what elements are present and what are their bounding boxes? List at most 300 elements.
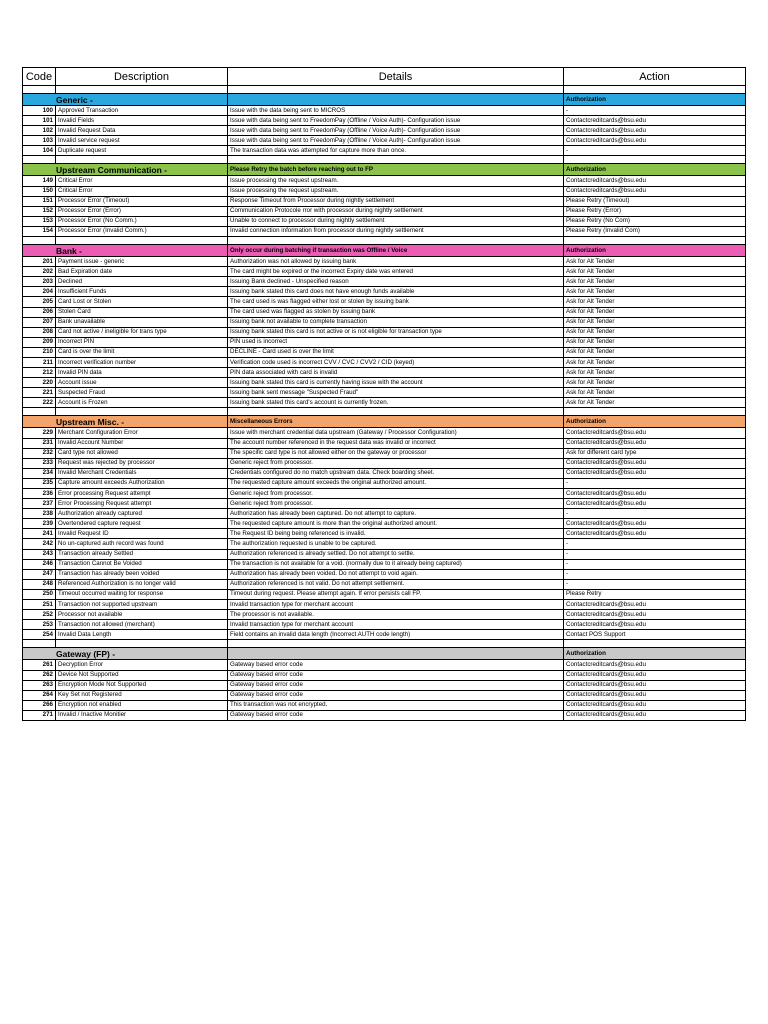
spacer-cell <box>564 408 746 416</box>
cell-code: 212 <box>23 368 56 378</box>
section-title: Generic - <box>23 94 228 106</box>
cell-description: Invalid Account Number <box>56 438 228 448</box>
spacer-row <box>23 408 746 416</box>
cell-details: Issue with merchant credential data upstream (Gateway / Processor Configuration) <box>228 428 564 438</box>
cell-code: 221 <box>23 388 56 398</box>
cell-code: 237 <box>23 499 56 509</box>
cell-details: The card might be expired or the incorrect Expiry date was entered <box>228 267 564 277</box>
cell-description: Critical Error <box>56 176 228 186</box>
cell-details: Issuing bank sent message "Suspected Fraud" <box>228 388 564 398</box>
table-body <box>23 86 746 721</box>
cell-details: The authorization requested is unable to be captured. <box>228 539 564 549</box>
table-row <box>23 529 746 539</box>
table-row <box>23 448 746 458</box>
cell-details: Response Timeout from Processor during nightly settlement <box>228 196 564 206</box>
cell-details: Communication Protocole rror with processor during nightly settlement <box>228 206 564 216</box>
table-row <box>23 257 746 267</box>
cell-details: Authorization was not allowed by issuing bank <box>228 257 564 267</box>
cell-code: 104 <box>23 146 56 156</box>
cell-action: Ask for Alt Tender <box>564 287 746 297</box>
header-details: Details <box>228 68 564 86</box>
cell-code: 202 <box>23 267 56 277</box>
cell-action: - <box>564 106 746 116</box>
cell-code: 203 <box>23 277 56 287</box>
spacer-cell <box>56 86 228 94</box>
cell-description: Incorrect PIN <box>56 337 228 347</box>
cell-description: Bank unavailable <box>56 317 228 327</box>
table-row <box>23 327 746 337</box>
spacer-cell <box>228 86 564 94</box>
cell-details: The Request ID being being referenced is invalid. <box>228 529 564 539</box>
cell-code: 262 <box>23 670 56 680</box>
table-row <box>23 368 746 378</box>
cell-action: Ask for Alt Tender <box>564 307 746 317</box>
table-row <box>23 468 746 478</box>
cell-description: Invalid PIN data <box>56 368 228 378</box>
table-row <box>23 690 746 700</box>
cell-description: Stolen Card <box>56 307 228 317</box>
cell-details: This transaction was not encrypted. <box>228 700 564 710</box>
table-row <box>23 398 746 408</box>
cell-action: - <box>564 478 746 488</box>
table-row <box>23 277 746 287</box>
cell-description: Processor not available <box>56 610 228 620</box>
cell-action: Ask for Alt Tender <box>564 398 746 408</box>
cell-action: Contactcreditcards@bsu.edu <box>564 136 746 146</box>
spacer-row <box>23 237 746 245</box>
section-subtitle: Please Retry the batch before reaching out to FP <box>228 164 564 176</box>
table-row <box>23 620 746 630</box>
spacer-cell <box>23 408 56 416</box>
spacer-cell <box>23 237 56 245</box>
table-row <box>23 176 746 186</box>
cell-code: 201 <box>23 257 56 267</box>
cell-action: Contactcreditcards@bsu.edu <box>564 458 746 468</box>
table-row <box>23 499 746 509</box>
cell-details: Credentials configured do no match upstream data. Check boarding sheet. <box>228 468 564 478</box>
header-row <box>23 68 746 86</box>
cell-details: Issuing bank stated this card is not active or is not eligible for transaction type <box>228 327 564 337</box>
header-description: Description <box>56 68 228 86</box>
cell-action: Contactcreditcards@bsu.edu <box>564 660 746 670</box>
cell-action: Contactcreditcards@bsu.edu <box>564 428 746 438</box>
table-row <box>23 610 746 620</box>
table-row <box>23 126 746 136</box>
cell-action: Contactcreditcards@bsu.edu <box>564 116 746 126</box>
cell-action: Ask for Alt Tender <box>564 267 746 277</box>
table-row <box>23 347 746 357</box>
cell-action: Contactcreditcards@bsu.edu <box>564 610 746 620</box>
table-row <box>23 589 746 599</box>
cell-action: Ask for Alt Tender <box>564 277 746 287</box>
cell-code: 254 <box>23 630 56 640</box>
cell-details: Gateway based error code <box>228 660 564 670</box>
section-title: Bank - <box>23 245 228 257</box>
cell-code: 102 <box>23 126 56 136</box>
section-title: Upstream Communication - <box>23 164 228 176</box>
table-row <box>23 297 746 307</box>
cell-code: 252 <box>23 610 56 620</box>
cell-action: Contactcreditcards@bsu.edu <box>564 690 746 700</box>
cell-action: Ask for Alt Tender <box>564 257 746 267</box>
section-subtitle: Only occur during batching if transaction was Offline / Voice <box>228 245 564 257</box>
cell-details: Invalid connection information from processor during nightly settlement <box>228 226 564 236</box>
table-row <box>23 428 746 438</box>
cell-code: 208 <box>23 327 56 337</box>
section-action: Authorization <box>564 94 746 106</box>
cell-description: Transaction not supported upstream <box>56 600 228 610</box>
cell-action: - <box>564 146 746 156</box>
cell-description: Incorrect verification number <box>56 357 228 367</box>
cell-code: 103 <box>23 136 56 146</box>
cell-action: Contactcreditcards@bsu.edu <box>564 670 746 680</box>
cell-action: Contactcreditcards@bsu.edu <box>564 126 746 136</box>
table-row <box>23 116 746 126</box>
cell-description: Invalid Request Data <box>56 126 228 136</box>
cell-description: Request was rejected by processor <box>56 458 228 468</box>
cell-description: Transaction has already been voided <box>56 569 228 579</box>
cell-code: 229 <box>23 428 56 438</box>
cell-description: Error Processing Request attempt <box>56 499 228 509</box>
cell-code: 248 <box>23 579 56 589</box>
cell-description: Card is over the limit <box>56 347 228 357</box>
cell-details: The transaction data was attempted for capture more than once. <box>228 146 564 156</box>
table-row <box>23 569 746 579</box>
cell-details: The transaction is not available for a void. (normally due to it already being captured) <box>228 559 564 569</box>
cell-code: 251 <box>23 600 56 610</box>
cell-action: Contactcreditcards@bsu.edu <box>564 620 746 630</box>
cell-details: Authorization has already been captured. Do not attempt to capture. <box>228 509 564 519</box>
cell-description: Encryption not enabled <box>56 700 228 710</box>
cell-details: Issue with data being sent to FreedomPay (Offline / Voice Auth)- Configuration issue <box>228 116 564 126</box>
cell-action: Contactcreditcards@bsu.edu <box>564 438 746 448</box>
cell-action: Ask for Alt Tender <box>564 317 746 327</box>
table-row <box>23 509 746 519</box>
spacer-cell <box>23 640 56 648</box>
cell-details: The requested capture amount exceeds the original authorized amount. <box>228 478 564 488</box>
cell-code: 152 <box>23 206 56 216</box>
table-row <box>23 680 746 690</box>
cell-details: Issue with data being sent to FreedomPay (Offline / Voice Auth)- Configuration issue <box>228 126 564 136</box>
cell-details: Authorization referenced is not valid. Do not attempt settlement. <box>228 579 564 589</box>
cell-details: Timeout during request. Please attempt again. If error persists call FP. <box>228 589 564 599</box>
table-row <box>23 196 746 206</box>
cell-code: 210 <box>23 347 56 357</box>
cell-description: Bad Expiration date <box>56 267 228 277</box>
cell-action: Please Retry (Timeout) <box>564 196 746 206</box>
table-row <box>23 216 746 226</box>
cell-code: 236 <box>23 489 56 499</box>
cell-description: Account issue <box>56 378 228 388</box>
section-title: Gateway (FP) - <box>23 648 228 660</box>
table-row <box>23 549 746 559</box>
cell-action: Please Retry (Invalid Com) <box>564 226 746 236</box>
spacer-row <box>23 640 746 648</box>
cell-action: Contactcreditcards@bsu.edu <box>564 468 746 478</box>
table-row <box>23 106 746 116</box>
cell-description: Duplicate request <box>56 146 228 156</box>
table-row <box>23 700 746 710</box>
cell-details: Field contains an invalid data length (Incorrect AUTH code length) <box>228 630 564 640</box>
table-row <box>23 136 746 146</box>
table-row <box>23 539 746 549</box>
cell-action: Ask for Alt Tender <box>564 368 746 378</box>
table-row <box>23 458 746 468</box>
cell-description: Account is Frozen <box>56 398 228 408</box>
cell-description: Encryption Mode Not Supported <box>56 680 228 690</box>
section-subtitle: Miscellaneous Errors <box>228 416 564 428</box>
cell-code: 153 <box>23 216 56 226</box>
cell-action: Contactcreditcards@bsu.edu <box>564 700 746 710</box>
cell-description: Invalid Merchant Credentials <box>56 468 228 478</box>
cell-code: 266 <box>23 700 56 710</box>
section-action: Authorization <box>564 416 746 428</box>
cell-code: 239 <box>23 519 56 529</box>
cell-action: Contact POS Support <box>564 630 746 640</box>
cell-description: Device Not Supported <box>56 670 228 680</box>
cell-code: 206 <box>23 307 56 317</box>
spacer-cell <box>564 156 746 164</box>
cell-description: Referenced Authorization is no longer valid <box>56 579 228 589</box>
cell-details: Issuing Bank declined - Unspecified reason <box>228 277 564 287</box>
cell-details: The card used was flagged as stolen by issuing bank <box>228 307 564 317</box>
table-row <box>23 438 746 448</box>
cell-action: Ask for different card type <box>564 448 746 458</box>
table-row <box>23 660 746 670</box>
cell-code: 204 <box>23 287 56 297</box>
table-row <box>23 630 746 640</box>
cell-action: Ask for Alt Tender <box>564 327 746 337</box>
spacer-cell <box>56 408 228 416</box>
table-row <box>23 287 746 297</box>
cell-description: Merchant Configuration Error <box>56 428 228 438</box>
cell-details: Generic reject from processor. <box>228 499 564 509</box>
cell-details: Authorization referenced is already settled. Do not attempt to settle. <box>228 549 564 559</box>
section-subtitle <box>228 648 564 660</box>
cell-details: The card used is was flagged either lost or stolen by issuing bank <box>228 297 564 307</box>
cell-details: Gateway based error code <box>228 710 564 720</box>
cell-details: Gateway based error code <box>228 670 564 680</box>
spacer-cell <box>23 156 56 164</box>
spacer-cell <box>56 237 228 245</box>
spacer-cell <box>56 640 228 648</box>
header-code: Code <box>23 68 56 86</box>
cell-code: 233 <box>23 458 56 468</box>
cell-details: The processor is not available. <box>228 610 564 620</box>
spacer-cell <box>228 640 564 648</box>
table-row <box>23 206 746 216</box>
section-header-gateway <box>23 648 746 660</box>
table-row <box>23 146 746 156</box>
cell-description: Invalid Fields <box>56 116 228 126</box>
header-action: Action <box>564 68 746 86</box>
cell-description: Transaction Cannot Be Voided <box>56 559 228 569</box>
cell-description: Suspected Fraud <box>56 388 228 398</box>
cell-code: 101 <box>23 116 56 126</box>
cell-description: Declined <box>56 277 228 287</box>
cell-details: Issue processing the request upstream. <box>228 186 564 196</box>
cell-description: Invalid / Inactive Monitier <box>56 710 228 720</box>
cell-details: The requested capture amount is more than the original authorized amount. <box>228 519 564 529</box>
cell-description: Authorization already captured <box>56 509 228 519</box>
table-row <box>23 489 746 499</box>
cell-action: Please Retry (No Com) <box>564 216 746 226</box>
spacer-cell <box>228 156 564 164</box>
section-header-generic <box>23 94 746 106</box>
cell-details: The specific card type is not allowed either on the gateway or processor <box>228 448 564 458</box>
cell-code: 242 <box>23 539 56 549</box>
cell-code: 261 <box>23 660 56 670</box>
cell-description: Insufficient Funds <box>56 287 228 297</box>
cell-description: Capture amount exceeds Authorization <box>56 478 228 488</box>
cell-description: Processor Error (Error) <box>56 206 228 216</box>
cell-code: 154 <box>23 226 56 236</box>
cell-code: 232 <box>23 448 56 458</box>
cell-description: Processor Error (No Comm.) <box>56 216 228 226</box>
cell-description: Processor Error (Invalid Comm.) <box>56 226 228 236</box>
table-row <box>23 559 746 569</box>
spacer-cell <box>23 86 56 94</box>
section-title: Upstream Misc. - <box>23 416 228 428</box>
cell-code: 211 <box>23 357 56 367</box>
cell-code: 253 <box>23 620 56 630</box>
table-row <box>23 226 746 236</box>
cell-action: Ask for Alt Tender <box>564 337 746 347</box>
table-row <box>23 186 746 196</box>
cell-details: Issuing bank stated this card's account is currently frozen. <box>228 398 564 408</box>
cell-details: Issuing bank not available to complete transaction <box>228 317 564 327</box>
cell-details: Issue with the data being sent to MICROS <box>228 106 564 116</box>
cell-details: Authorization has already been voided. Do not attempt to void again. <box>228 569 564 579</box>
cell-description: Invalid service request <box>56 136 228 146</box>
cell-action: - <box>564 539 746 549</box>
cell-code: 209 <box>23 337 56 347</box>
cell-description: Transaction already Settled <box>56 549 228 559</box>
cell-code: 271 <box>23 710 56 720</box>
cell-description: Overtendered capture request <box>56 519 228 529</box>
cell-details: Issuing bank stated this card does not have enough funds available <box>228 287 564 297</box>
cell-action: Ask for Alt Tender <box>564 347 746 357</box>
cell-description: Invalid Data Length <box>56 630 228 640</box>
cell-action: Ask for Alt Tender <box>564 378 746 388</box>
cell-action: Contactcreditcards@bsu.edu <box>564 489 746 499</box>
cell-details: PIN data associated with card is invalid <box>228 368 564 378</box>
spacer-cell <box>228 237 564 245</box>
cell-code: 247 <box>23 569 56 579</box>
section-action: Authorization <box>564 245 746 257</box>
cell-action: - <box>564 559 746 569</box>
section-header-bank <box>23 245 746 257</box>
cell-details: Verification code used is incorrect CVV / CVC / CVV2 / CID (keyed) <box>228 357 564 367</box>
cell-code: 263 <box>23 680 56 690</box>
cell-details: Generic reject from processor. <box>228 489 564 499</box>
cell-details: Generic reject from processor. <box>228 458 564 468</box>
cell-action: - <box>564 509 746 519</box>
cell-code: 264 <box>23 690 56 700</box>
table-row <box>23 357 746 367</box>
table-row <box>23 670 746 680</box>
table-row <box>23 337 746 347</box>
cell-action: Please Retry <box>564 589 746 599</box>
cell-code: 151 <box>23 196 56 206</box>
cell-description: Approved Transaction <box>56 106 228 116</box>
cell-details: Invalid transaction type for merchant account <box>228 620 564 630</box>
cell-code: 231 <box>23 438 56 448</box>
cell-code: 235 <box>23 478 56 488</box>
cell-action: Ask for Alt Tender <box>564 388 746 398</box>
cell-action: Contactcreditcards@bsu.edu <box>564 680 746 690</box>
table-row <box>23 267 746 277</box>
cell-description: Card not active / ineligible for trans type <box>56 327 228 337</box>
cell-description: Critical Error <box>56 186 228 196</box>
cell-action: Contactcreditcards@bsu.edu <box>564 176 746 186</box>
table-row <box>23 579 746 589</box>
cell-description: Card type not allowed <box>56 448 228 458</box>
section-action: Authorization <box>564 648 746 660</box>
cell-action: - <box>564 579 746 589</box>
cell-code: 238 <box>23 509 56 519</box>
spacer-cell <box>564 237 746 245</box>
cell-details: PIN used is incorrect <box>228 337 564 347</box>
cell-code: 205 <box>23 297 56 307</box>
spacer-cell <box>564 86 746 94</box>
cell-description: Transaction not allowed (merchant) <box>56 620 228 630</box>
cell-description: Invalid Request ID <box>56 529 228 539</box>
table-row <box>23 710 746 720</box>
cell-action: Contactcreditcards@bsu.edu <box>564 499 746 509</box>
cell-code: 222 <box>23 398 56 408</box>
table-row <box>23 600 746 610</box>
cell-description: Key Set not Registered <box>56 690 228 700</box>
cell-code: 100 <box>23 106 56 116</box>
table-row <box>23 478 746 488</box>
cell-action: Ask for Alt Tender <box>564 297 746 307</box>
cell-description: Payment issue - generic <box>56 257 228 267</box>
cell-description: Card Lost or Stolen <box>56 297 228 307</box>
cell-description: Error processing Request attempt <box>56 489 228 499</box>
cell-action: - <box>564 549 746 559</box>
cell-details: Issue processing the request upstream. <box>228 176 564 186</box>
cell-action: Contactcreditcards@bsu.edu <box>564 710 746 720</box>
cell-description: Timeout occurred waiting for response <box>56 589 228 599</box>
cell-code: 246 <box>23 559 56 569</box>
cell-description: Processor Error (Timeout) <box>56 196 228 206</box>
cell-details: Gateway based error code <box>228 680 564 690</box>
cell-code: 234 <box>23 468 56 478</box>
cell-details: Unable to connect to processor during nightly settlement <box>228 216 564 226</box>
cell-code: 220 <box>23 378 56 388</box>
table-row <box>23 317 746 327</box>
cell-action: Contactcreditcards@bsu.edu <box>564 186 746 196</box>
cell-action: Contactcreditcards@bsu.edu <box>564 600 746 610</box>
section-header-misc <box>23 416 746 428</box>
cell-code: 241 <box>23 529 56 539</box>
cell-description: Decryption Error <box>56 660 228 670</box>
section-action: Authorization <box>564 164 746 176</box>
cell-details: Issuing bank stated this card is currently having issue with the account <box>228 378 564 388</box>
cell-code: 243 <box>23 549 56 559</box>
cell-code: 149 <box>23 176 56 186</box>
cell-code: 250 <box>23 589 56 599</box>
spacer-cell <box>56 156 228 164</box>
cell-action: Ask for Alt Tender <box>564 357 746 367</box>
section-subtitle <box>228 94 564 106</box>
section-header-upstream <box>23 164 746 176</box>
cell-action: - <box>564 569 746 579</box>
table-row <box>23 388 746 398</box>
cell-details: DECLINE - Card used is over the limit <box>228 347 564 357</box>
spacer-row <box>23 156 746 164</box>
